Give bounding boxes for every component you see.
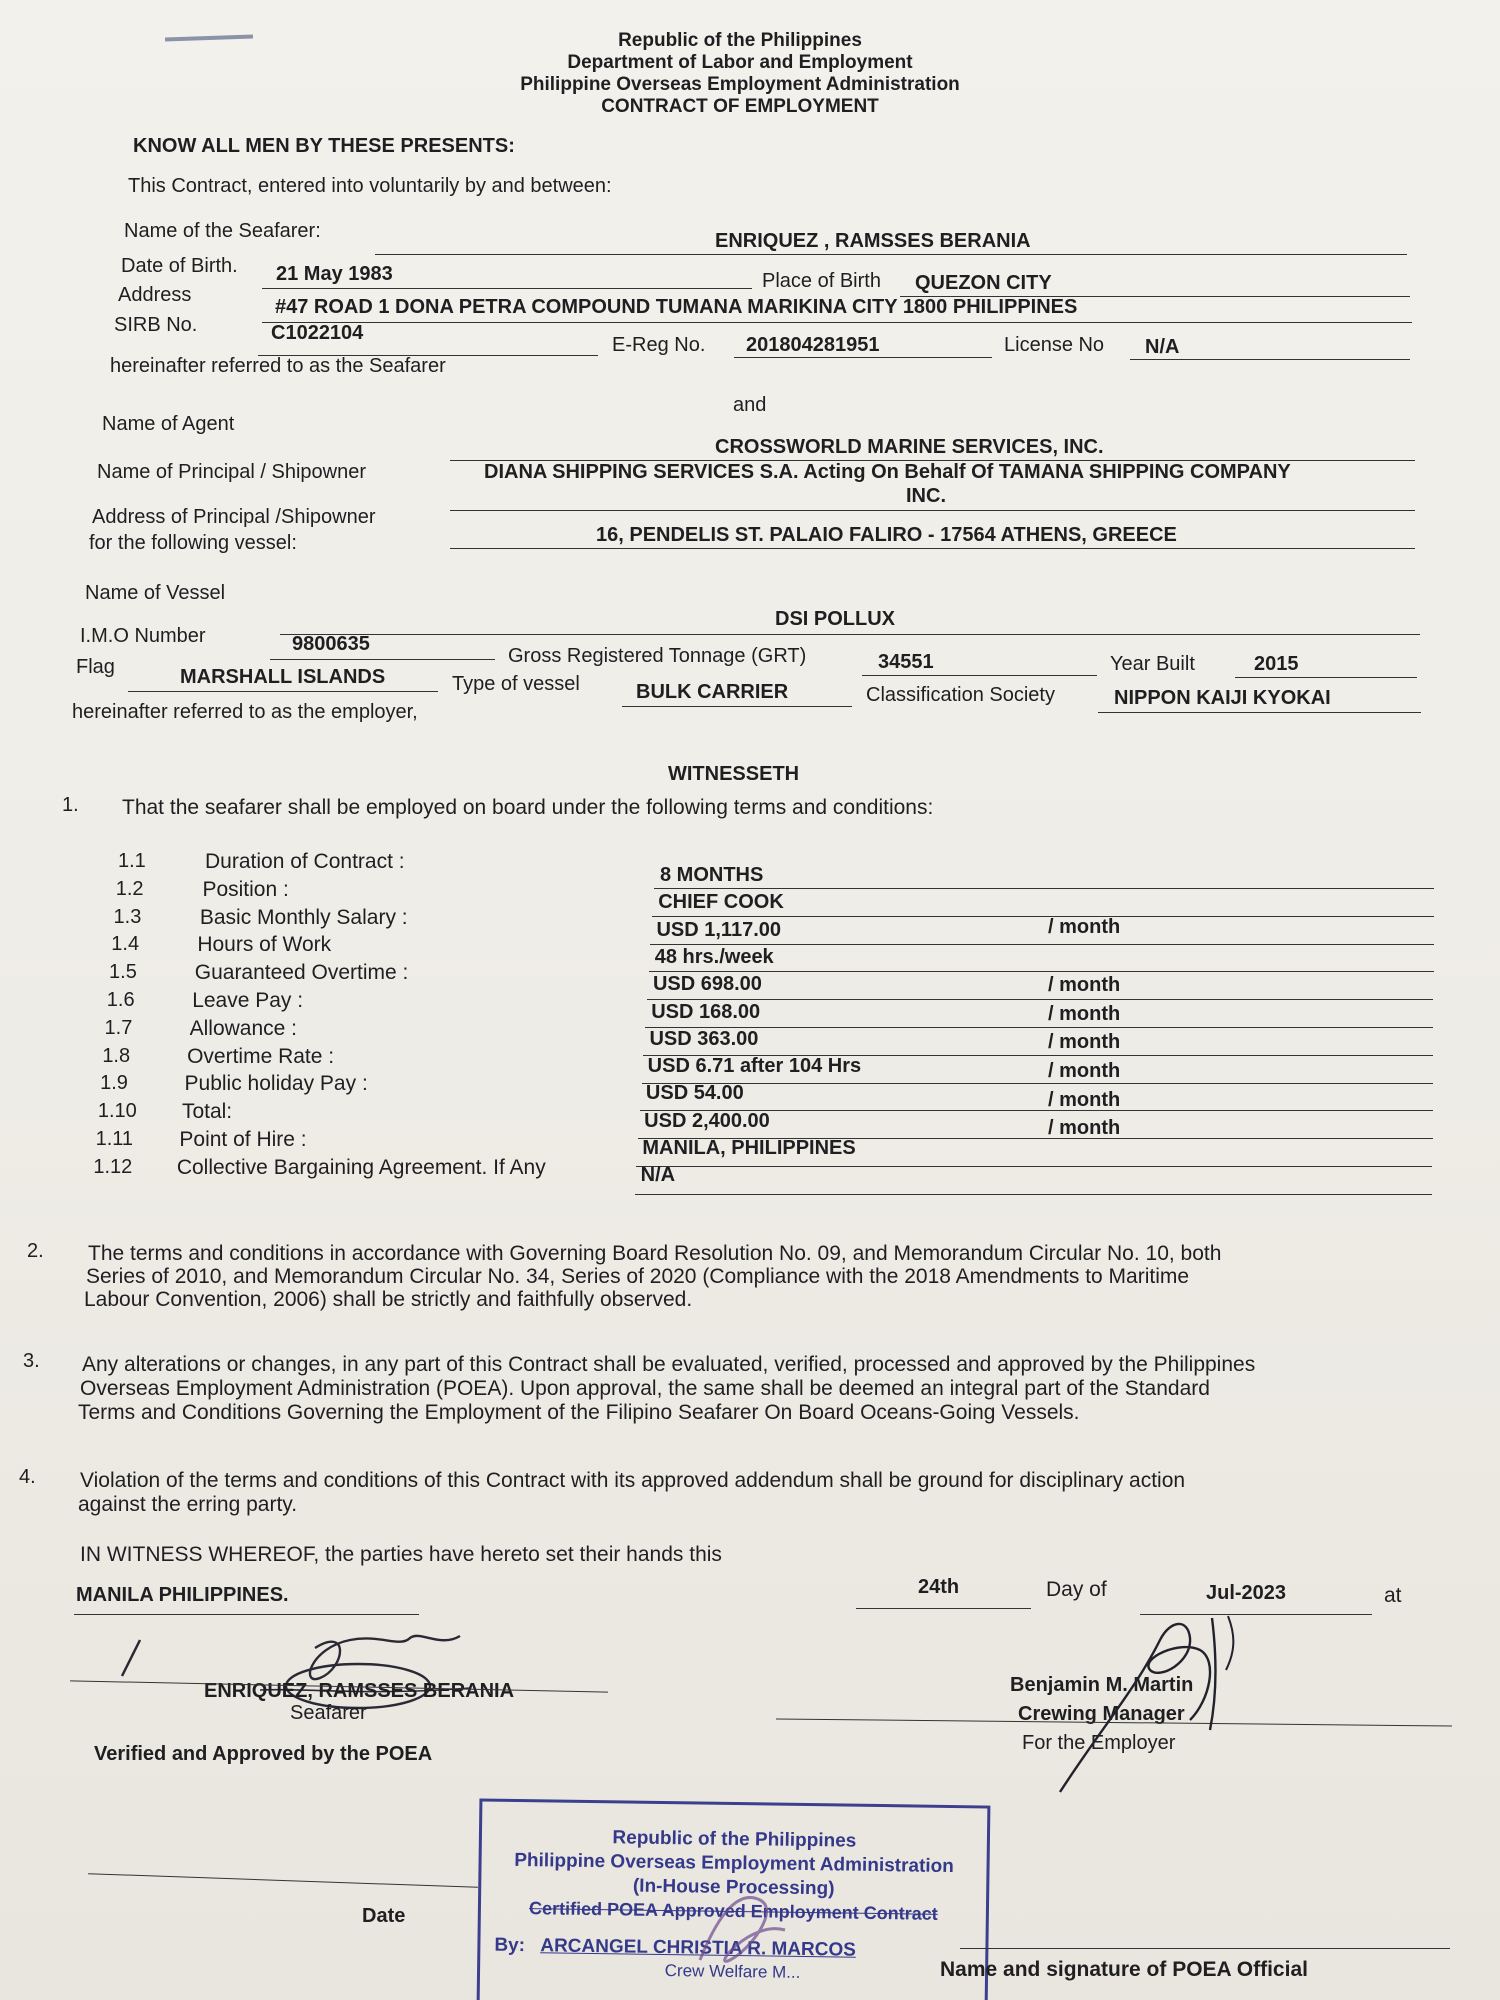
- term-value: MANILA, PHILIPPINES: [642, 1137, 856, 1159]
- stamp-initial-scribble: [690, 1870, 800, 1980]
- sirb-label: SIRB No.: [114, 314, 198, 336]
- employer-signature: [1040, 1610, 1270, 1800]
- clause-2-number: 2.: [27, 1240, 44, 1262]
- sirb-value: C1022104: [271, 322, 364, 344]
- term-unit: / month: [1048, 916, 1121, 939]
- line-principal: [450, 510, 1415, 511]
- line-vessel-type: [622, 706, 852, 707]
- term-label: Duration of Contract :: [205, 850, 405, 873]
- clause-3-line-2: Overseas Employment Administration (POEA). Upon approval, the same shall be deemed an integral part of the Standard: [80, 1377, 1210, 1400]
- header-republic: Republic of the Philippines: [618, 30, 862, 51]
- vessel-type-label: Type of vessel: [452, 673, 580, 695]
- term-unit: / month: [1048, 1002, 1121, 1025]
- principal-label: Name of Principal / Shipowner: [97, 461, 367, 483]
- term-value: USD 168.00: [651, 1000, 761, 1023]
- following-vessel: for the following vessel:: [89, 532, 297, 554]
- and-word: and: [733, 394, 767, 416]
- witness-at: at: [1384, 1584, 1402, 1607]
- line-principal-address: [450, 548, 1415, 549]
- vessel-type: BULK CARRIER: [636, 681, 789, 703]
- term-line: [649, 971, 1434, 972]
- imo-label: I.M.O Number: [80, 625, 206, 647]
- line-vessel-name: [280, 634, 1420, 635]
- term-number: 1.7: [104, 1016, 133, 1039]
- clause-3-line-1: Any alterations or changes, in any part of this Contract shall be evaluated, verified, processed and approved by the Philippines: [82, 1353, 1256, 1376]
- term-value: USD 698.00: [652, 973, 762, 996]
- line-dob: [262, 288, 752, 289]
- term-value: 8 MONTHS: [660, 864, 764, 886]
- line-poea-date: [88, 1873, 478, 1888]
- clause-1-number: 1.: [62, 794, 79, 816]
- term-label: Guaranteed Overtime :: [194, 961, 409, 985]
- principal-line2: INC.: [906, 485, 946, 507]
- line-class: [1098, 712, 1421, 713]
- address-label: Address: [118, 284, 192, 306]
- term-number: 1.11: [95, 1128, 134, 1150]
- term-line: [645, 1027, 1433, 1028]
- stamp-line-4: Certified POEA Approved Employment Contract: [528, 1898, 938, 1924]
- dob-label: Date of Birth.: [121, 255, 238, 277]
- seafarer-name-label: Name of the Seafarer:: [124, 220, 321, 242]
- line-license: [1130, 359, 1410, 360]
- agent-value: CROSSWORLD MARINE SERVICES, INC.: [715, 436, 1104, 458]
- line-address: [262, 322, 1412, 323]
- clause-2-line-3: Labour Convention, 2006) shall be strictly and faithfully observed.: [84, 1288, 693, 1311]
- term-line: [652, 916, 1434, 917]
- term-value: USD 2,400.00: [644, 1109, 770, 1132]
- dob-value: 21 May 1983: [276, 263, 393, 285]
- official-label: Name and signature of POEA Official: [940, 1958, 1308, 1981]
- line-seafarer-name: [375, 254, 1407, 255]
- term-number: 1.4: [111, 933, 140, 956]
- vessel-name-label: Name of Vessel: [85, 582, 226, 604]
- stamp-line-6: Crew Welfare M...: [664, 1961, 801, 1982]
- principal-line1: DIANA SHIPPING SERVICES S.A. Acting On Behalf Of TAMANA SHIPPING COMPANY: [484, 461, 1291, 483]
- seafarer-role: Seafarer: [290, 1702, 367, 1724]
- term-label: Basic Monthly Salary :: [199, 905, 408, 929]
- term-number: 1.6: [106, 989, 135, 1011]
- agent-label: Name of Agent: [102, 413, 235, 435]
- term-label: Leave Pay :: [192, 989, 304, 1012]
- know-all-men: KNOW ALL MEN BY THESE PRESENTS:: [133, 135, 515, 157]
- term-line: [642, 1083, 1433, 1084]
- employer-name: Benjamin M. Martin: [1010, 1674, 1194, 1696]
- term-line: [647, 999, 1433, 1000]
- flag-label: Flag: [76, 656, 115, 678]
- term-value: USD 1,117.00: [656, 918, 781, 941]
- class-label: Classification Society: [866, 684, 1055, 706]
- term-number: 1.8: [102, 1044, 131, 1067]
- term-value: N/A: [640, 1164, 676, 1187]
- term-unit: / month: [1048, 1117, 1121, 1140]
- term-number: 1.10: [97, 1100, 137, 1123]
- clause-4-line-1: Violation of the terms and conditions of this Contract with its approved addendum shall be ground for disciplinary action: [80, 1469, 1186, 1492]
- term-label: Hours of Work: [197, 933, 332, 957]
- line-witness-place: [74, 1614, 419, 1615]
- stamp-line-2: Philippine Overseas Employment Administration: [514, 1849, 954, 1878]
- intro-text: This Contract, entered into voluntarily by and between:: [128, 175, 612, 197]
- seafarer-referred: hereinafter referred to as the Seafarer: [110, 355, 446, 377]
- line-grt: [862, 675, 1097, 676]
- term-label: Collective Bargaining Agreement. If Any: [176, 1155, 546, 1179]
- term-label: Point of Hire :: [179, 1128, 307, 1151]
- header-contract-title: CONTRACT OF EMPLOYMENT: [601, 96, 879, 117]
- imo-value: 9800635: [292, 633, 370, 655]
- term-number: 1.2: [115, 877, 144, 900]
- header-poea: Philippine Overseas Employment Administration: [520, 74, 960, 95]
- line-imo: [270, 659, 495, 660]
- term-line: [635, 1194, 1433, 1195]
- clause-3-number: 3.: [23, 1350, 40, 1372]
- flag-value: MARSHALL ISLANDS: [180, 666, 386, 688]
- employer-referred: hereinafter referred to as the employer,: [72, 701, 418, 723]
- witness-month: Jul-2023: [1206, 1582, 1287, 1604]
- clause-1-text: That the seafarer shall be employed on board under the following terms and conditions:: [122, 796, 934, 819]
- witness-text: IN WITNESS WHEREOF, the parties have hereto set their hands this: [80, 1543, 722, 1566]
- line-poea-official: [960, 1948, 1450, 1949]
- employer-title: Crewing Manager: [1018, 1703, 1185, 1725]
- employer-for: For the Employer: [1022, 1732, 1176, 1754]
- principal-address-label: Address of Principal /Shipowner: [92, 506, 376, 528]
- term-label: Allowance :: [189, 1016, 298, 1040]
- term-value: 48 hrs./week: [654, 945, 774, 968]
- clause-3-line-3: Terms and Conditions Governing the Employment of the Filipino Seafarer On Board Oceans-Going Vessels.: [78, 1401, 1080, 1424]
- year-value: 2015: [1254, 653, 1299, 675]
- clause-2-line-2: Series of 2010, and Memorandum Circular No. 34, Series of 2020 (Compliance with the 2018 Amendments to Maritime: [86, 1265, 1190, 1288]
- term-number: 1.1: [118, 850, 146, 872]
- term-value: CHIEF COOK: [658, 891, 784, 914]
- year-label: Year Built: [1110, 653, 1195, 675]
- stamp-line-1: Republic of the Philippines: [612, 1827, 857, 1852]
- verified-by-poea: Verified and Approved by the POEA: [94, 1743, 433, 1765]
- term-unit: / month: [1048, 1088, 1121, 1111]
- license-label: License No: [1004, 334, 1105, 356]
- term-line: [650, 944, 1433, 945]
- term-number: 1.12: [93, 1155, 133, 1178]
- line-witness-day: [856, 1608, 1031, 1609]
- term-label: Position :: [202, 877, 289, 901]
- clause-4-line-2: against the erring party.: [78, 1493, 298, 1516]
- line-flag: [128, 691, 438, 692]
- seafarer-signature-name: ENRIQUEZ, RAMSSES BERANIA: [204, 1680, 515, 1702]
- stamp-by-label: By:: [494, 1934, 526, 1957]
- term-label: Public holiday Pay :: [184, 1072, 368, 1096]
- term-number: 1.3: [113, 905, 142, 928]
- stamp-by-name: ARCANGEL CHRISTIA R. MARCOS: [540, 1935, 857, 1961]
- date-label: Date: [362, 1905, 406, 1927]
- address-value: #47 ROAD 1 DONA PETRA COMPOUND TUMANA MARIKINA CITY 1800 PHILIPPINES: [275, 296, 1078, 318]
- pob-label: Place of Birth: [762, 270, 881, 292]
- term-unit: / month: [1048, 973, 1121, 996]
- term-number: 1.5: [109, 961, 137, 984]
- stamp-line-3: (In-House Processing): [632, 1875, 835, 1900]
- witness-day: 24th: [918, 1576, 960, 1598]
- term-unit: / month: [1048, 1031, 1121, 1054]
- term-label: Total:: [181, 1100, 233, 1124]
- clause-2-line-1: The terms and conditions in accordance with Governing Board Resolution No. 09, and Memorandum Circular No. 10, both: [88, 1242, 1222, 1265]
- seafarer-name: ENRIQUEZ , RAMSSES BERANIA: [715, 230, 1031, 252]
- line-year: [1235, 677, 1417, 678]
- term-value: USD 6.71 after 104 Hrs: [647, 1055, 862, 1078]
- clause-4-number: 4.: [19, 1466, 36, 1488]
- term-unit: / month: [1048, 1059, 1121, 1082]
- witness-day-of: Day of: [1046, 1578, 1107, 1601]
- pob-value: QUEZON CITY: [915, 272, 1052, 294]
- term-label: Overtime Rate :: [187, 1044, 335, 1068]
- witnesseth: WITNESSETH: [668, 763, 800, 785]
- term-value: USD 54.00: [645, 1082, 744, 1105]
- term-line: [636, 1166, 1432, 1167]
- license-value: N/A: [1145, 336, 1180, 358]
- vessel-name: DSI POLLUX: [775, 608, 896, 630]
- grt-value: 34551: [878, 651, 934, 673]
- ereg-label: E-Reg No.: [612, 334, 706, 356]
- ereg-value: 201804281951: [746, 334, 880, 356]
- header-department: Department of Labor and Employment: [567, 52, 913, 73]
- class-value: NIPPON KAIJI KYOKAI: [1114, 687, 1331, 709]
- grt-label: Gross Registered Tonnage (GRT): [508, 645, 807, 667]
- term-number: 1.9: [100, 1072, 128, 1095]
- witness-place: MANILA PHILIPPINES.: [76, 1584, 289, 1606]
- principal-address: 16, PENDELIS ST. PALAIO FALIRO - 17564 ATHENS, GREECE: [596, 524, 1177, 546]
- line-ereg: [734, 357, 992, 358]
- term-line: [654, 888, 1434, 889]
- term-value: USD 363.00: [649, 1027, 759, 1050]
